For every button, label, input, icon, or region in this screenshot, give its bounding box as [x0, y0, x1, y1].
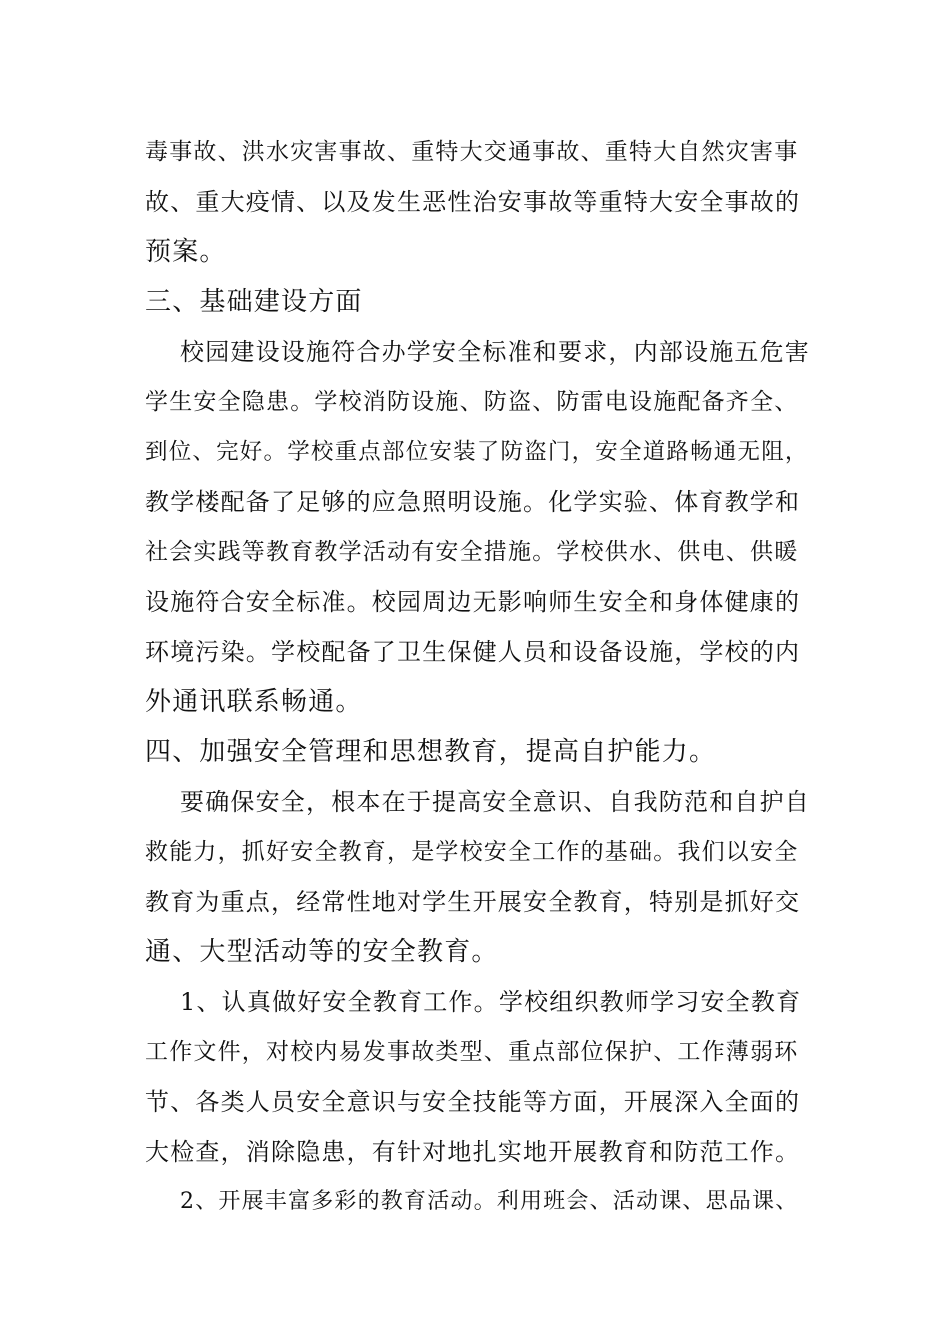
text-line: 1、认真做好安全教育工作。学校组织教师学习安全教育: [180, 988, 802, 1016]
text-line: 到位、完好。学校重点部位安装了防盗门，安全道路畅通无阻，: [145, 439, 809, 465]
text-line: 2、开展丰富多彩的教育活动。利用班会、活动课、思品课、: [180, 1189, 799, 1214]
text-line: 通、大型活动等的安全教育。: [145, 937, 499, 967]
text-line: 大检查，消除隐患，有针对地扎实地开展教育和防范工作。: [145, 1138, 801, 1166]
section-heading: 四、加强安全管理和思想教育，提高自护能力。: [145, 737, 717, 767]
section-heading: 三、基础建设方面: [145, 287, 363, 317]
text-line: 校园建设设施符合办学安全标准和要求，内部设施五危害: [180, 338, 810, 366]
text-line: 设施符合安全标准。校园周边无影响师生安全和身体健康的: [145, 588, 801, 616]
text-line: 工作文件，对校内易发事故类型、重点部位保护、工作薄弱环: [145, 1039, 799, 1065]
text-line: 救能力，抓好安全教育，是学校安全工作的基础。我们以安全: [145, 839, 799, 865]
text-line: 社会实践等教育教学活动有安全措施。学校供水、供电、供暖: [145, 539, 799, 565]
text-line: 预案。: [145, 237, 227, 267]
text-line: 学生安全隐患。学校消防设施、防盗、防雷电设施配备齐全、: [145, 389, 799, 415]
text-line: 外通讯联系畅通。: [145, 687, 363, 717]
text-line: 教学楼配备了足够的应急照明设施。化学实验、体育教学和: [145, 488, 801, 516]
text-line: 节、各类人员安全意识与安全技能等方面，开展深入全面的: [145, 1088, 801, 1116]
text-line: 故、重大疫情、以及发生恶性治安事故等重特大安全事故的: [145, 188, 801, 216]
text-line: 毒事故、洪水灾害事故、重特大交通事故、重特大自然灾害事: [145, 139, 799, 165]
text-line: 环境污染。学校配备了卫生保健人员和设备设施，学校的内: [145, 638, 801, 666]
text-line: 要确保安全，根本在于提高安全意识、自我防范和自护自: [180, 788, 810, 816]
text-line: 教育为重点，经常性地对学生开展安全教育，特别是抓好交: [145, 888, 801, 916]
